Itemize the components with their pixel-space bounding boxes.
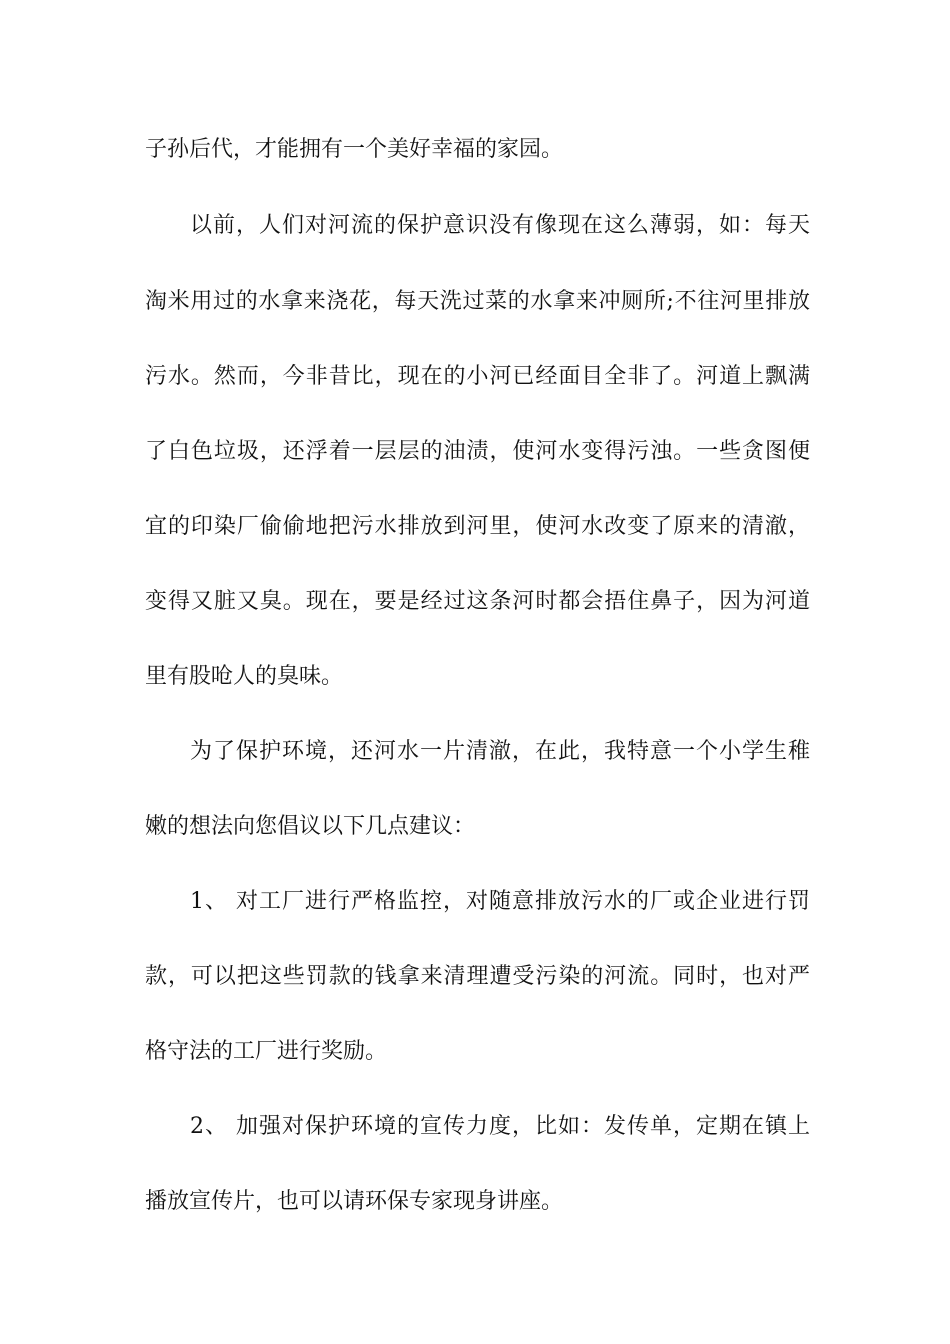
text-line: 嫩的想法向您倡议以下几点建议： (145, 814, 476, 839)
text-line: 款，可以把这些罚款的钱拿来清理遭受污染的河流。同时，也对严 (145, 964, 810, 989)
paragraph-first-line: 为了保护环境，还河水一片清澈，在此，我特意一个小学生稚 (190, 739, 810, 764)
text-line: 宜的印染厂偷偷地把污水排放到河里，使河水改变了原来的清澈， (145, 514, 810, 539)
text-line: 播放宣传片，也可以请环保专家现身讲座。 (145, 1189, 564, 1214)
text-line: 里有股呛人的臭味。 (145, 664, 344, 689)
text-line: 变得又脏又臭。现在，要是经过这条河时都会捂住鼻子，因为河道 (145, 589, 810, 614)
text-line: 污水。然而，今非昔比，现在的小河已经面目全非了。河道上飘满 (145, 364, 810, 389)
list-item-first-line: 1、 对工厂进行严格监控，对随意排放污水的厂或企业进行罚 (190, 889, 810, 914)
text-line: 淘米用过的水拿来浇花，每天洗过菜的水拿来冲厕所;不往河里排放 (145, 289, 810, 314)
text-line: 格守法的工厂进行奖励。 (145, 1039, 388, 1064)
text-line: 子孙后代，才能拥有一个美好幸福的家园。 (145, 137, 564, 162)
paragraph-first-line: 以前，人们对河流的保护意识没有像现在这么薄弱，如：每天 (190, 213, 810, 238)
text-line: 了白色垃圾，还浮着一层层的油渍，使河水变得污浊。一些贪图便 (145, 439, 810, 464)
list-item-first-line: 2、 加强对保护环境的宣传力度，比如：发传单，定期在镇上 (190, 1114, 810, 1139)
